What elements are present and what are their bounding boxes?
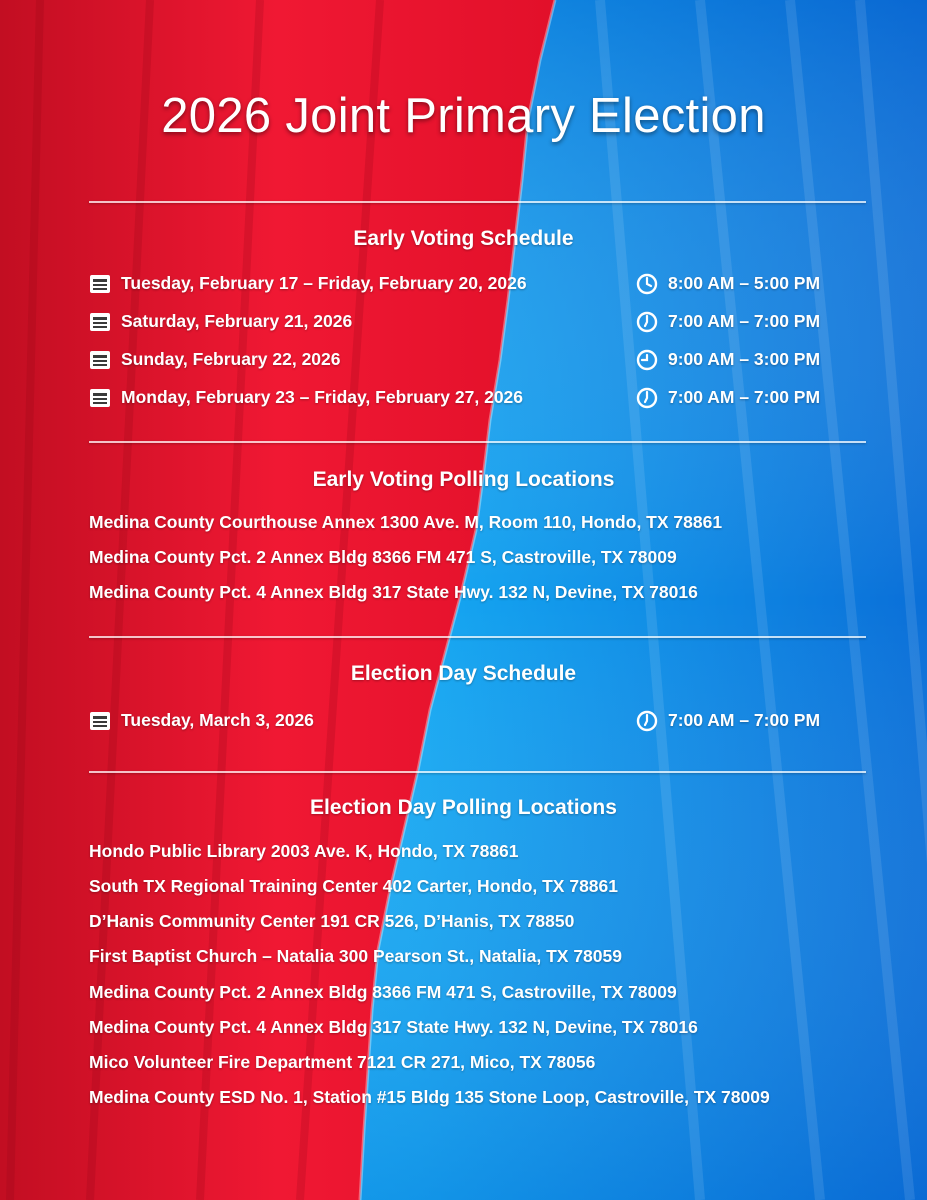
schedule-row <box>89 347 889 373</box>
schedule-time: 7:00 AM – 7:00 PM <box>668 387 821 407</box>
clock-icon <box>636 311 658 333</box>
schedule-row <box>89 708 889 734</box>
schedule-date: Saturday, February 21, 2026 <box>121 311 353 331</box>
location-item: Medina County Pct. 4 Annex Bldg 317 State Hwy. 132 N, Devine, TX 78016 <box>89 582 698 602</box>
schedule-date: Tuesday, February 17 – Friday, February 20, 2026 <box>121 273 527 293</box>
election-day-schedule-heading: Election Day Schedule <box>350 662 577 685</box>
divider <box>89 201 866 203</box>
schedule-row <box>89 309 889 335</box>
schedule-date: Sunday, February 22, 2026 <box>121 349 341 369</box>
election-day-locations-heading: Election Day Polling Locations <box>310 796 617 819</box>
calendar-icon <box>89 274 111 294</box>
divider <box>89 771 866 773</box>
location-item: Medina County ESD No. 1, Station #15 Bldg 135 Stone Loop, Castroville, TX 78009 <box>89 1087 770 1107</box>
location-item: Medina County Pct. 2 Annex Bldg 8366 FM 471 S, Castroville, TX 78009 <box>89 982 677 1002</box>
schedule-time: 8:00 AM – 5:00 PM <box>668 273 821 293</box>
location-item: Medina County Courthouse Annex 1300 Ave. M, Room 110, Hondo, TX 78861 <box>89 512 723 532</box>
calendar-icon <box>89 350 111 370</box>
calendar-icon <box>89 388 111 408</box>
schedule-row <box>89 271 889 297</box>
calendar-icon <box>89 711 111 731</box>
schedule-time: 9:00 AM – 3:00 PM <box>668 349 821 369</box>
location-item: Hondo Public Library 2003 Ave. K, Hondo, TX 78861 <box>89 841 519 861</box>
early-voting-schedule-heading: Early Voting Schedule <box>353 227 574 250</box>
clock-icon <box>636 273 658 295</box>
location-item: D’Hanis Community Center 191 CR 526, D’Hanis, TX 78850 <box>89 911 575 931</box>
schedule-date: Monday, February 23 – Friday, February 27, 2026 <box>121 387 524 407</box>
clock-icon <box>636 710 658 732</box>
location-item: Medina County Pct. 4 Annex Bldg 317 State Hwy. 132 N, Devine, TX 78016 <box>89 1017 698 1037</box>
schedule-date: Tuesday, March 3, 2026 <box>121 710 314 730</box>
location-item: Mico Volunteer Fire Department 7121 CR 271, Mico, TX 78056 <box>89 1052 596 1072</box>
page-title: 2026 Joint Primary Election <box>161 89 766 143</box>
divider <box>89 636 866 638</box>
divider <box>89 441 866 443</box>
location-item: First Baptist Church – Natalia 300 Pearson St., Natalia, TX 78059 <box>89 946 622 966</box>
clock-icon <box>636 349 658 371</box>
early-voting-locations-heading: Early Voting Polling Locations <box>312 468 615 491</box>
schedule-time: 7:00 AM – 7:00 PM <box>668 311 821 331</box>
location-item: South TX Regional Training Center 402 Carter, Hondo, TX 78861 <box>89 876 619 896</box>
location-item: Medina County Pct. 2 Annex Bldg 8366 FM 471 S, Castroville, TX 78009 <box>89 547 677 567</box>
clock-icon <box>636 387 658 409</box>
schedule-time: 7:00 AM – 7:00 PM <box>668 710 821 730</box>
calendar-icon <box>89 312 111 332</box>
schedule-row <box>89 385 889 411</box>
